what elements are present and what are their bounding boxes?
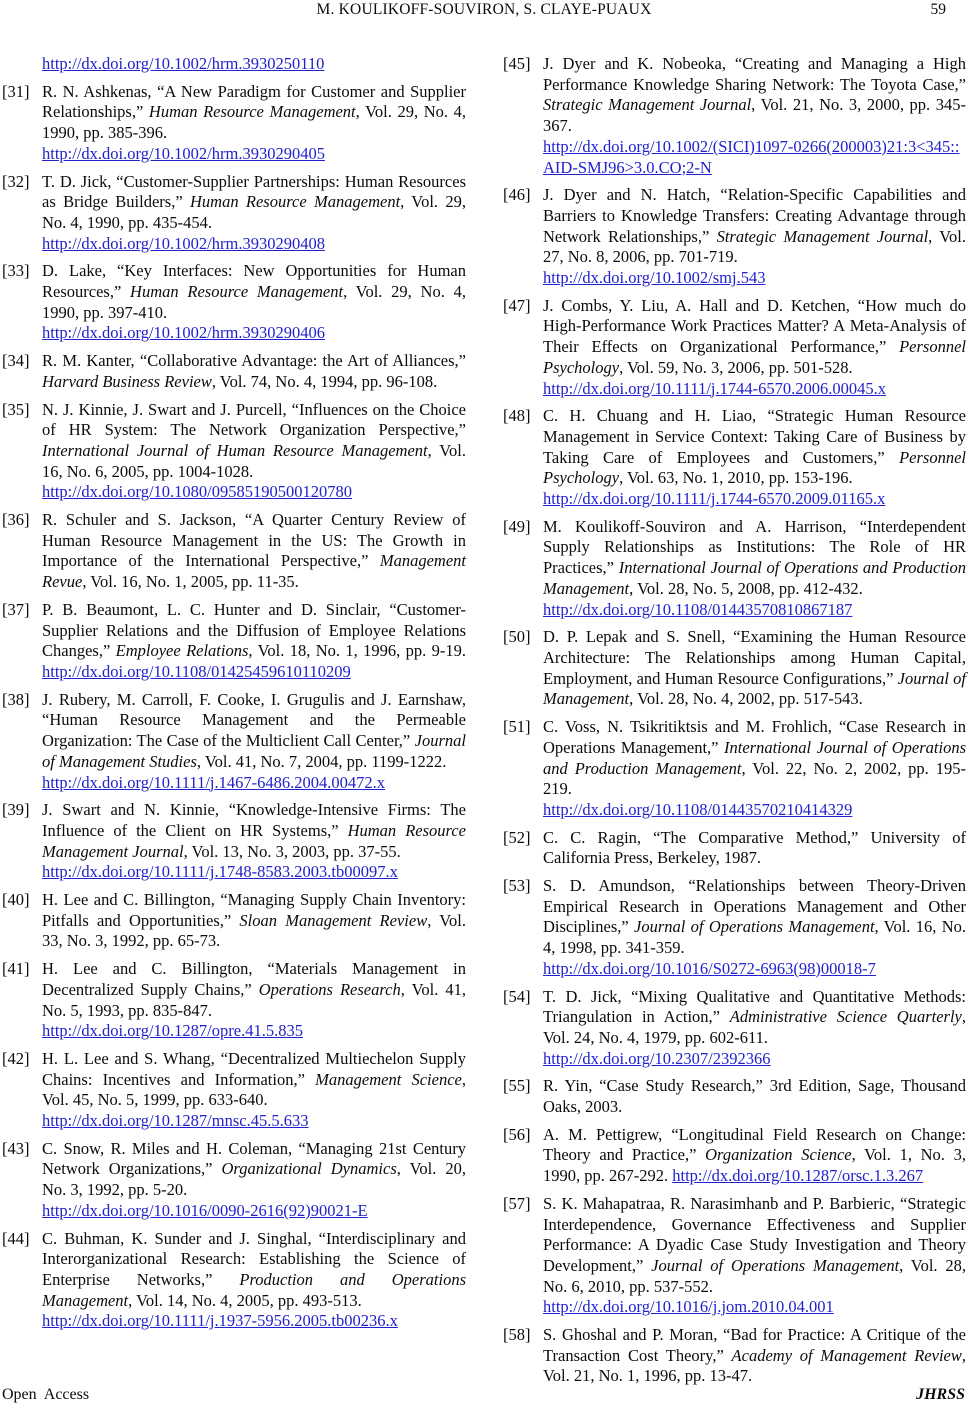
journal-name: Academy of Management Review — [731, 1345, 962, 1365]
reference-number: [57] — [503, 1193, 531, 1213]
reference-text: J. Dyer and N. Hatch, “Relation-Specific Capabilities and Barriers to Knowledge Transfers: Creating Advantage through Network Relationships,” — [543, 185, 966, 246]
reference-text: , Vol. 59, No. 3, 2006, pp. 501-528. — [619, 357, 853, 377]
journal-name: Strategic Management Journal — [716, 226, 929, 246]
open-access-label: Open Access — [2, 1386, 90, 1403]
reference-text: , Vol. 28, No. 5, 2008, pp. 412-432. — [629, 578, 863, 598]
reference-text: , Vol. 29, No. 4, 1990, pp. 385-396. — [42, 102, 466, 143]
reference-text: , Vol. 21, No. 1, 1996, pp. 13-47. — [543, 1345, 966, 1386]
reference-number: [33] — [2, 261, 30, 281]
journal-name: Journal of Management — [543, 668, 966, 709]
reference-number: [37] — [2, 599, 30, 619]
reference-text: S. D. Amundson, “Relationships between Theory-Driven Empirical Research in Operations Management and Other Disciplines,” — [543, 876, 966, 937]
reference-text: , Vol. 29, No. 4, 1990, pp. 435-454. — [42, 192, 467, 232]
reference-body — [42, 600, 466, 681]
doi-link[interactable]: http://dx.doi.org/10.1111/j.1748-8583.2003.tb00097.x — [42, 862, 398, 882]
running-head-authors: M. KOULIKOFF-SOUVIRON, S. CLAYE-PUAUX — [316, 1, 652, 18]
doi-link[interactable]: http://dx.doi.org/10.1002/hrm.3930290408 — [42, 233, 325, 253]
reference-body — [543, 1076, 966, 1116]
journal-name: Personnel Psychology — [543, 447, 966, 488]
reference-body — [543, 1125, 966, 1185]
reference-item-45 — [503, 54, 966, 178]
reference-text: , Vol. 33, No. 3, 1992, pp. 65-73. — [42, 910, 466, 951]
reference-number: [56] — [503, 1124, 531, 1144]
reference-item-32 — [2, 172, 466, 255]
doi-link[interactable]: http://dx.doi.org/10.1016/j.jom.2010.04.001 — [543, 1297, 834, 1317]
reference-item-38 — [2, 690, 466, 794]
reference-text: , Vol. 41, No. 7, 2004, pp. 1199-1222. — [196, 751, 447, 771]
reference-body — [42, 400, 466, 502]
reference-number: [36] — [2, 510, 30, 530]
reference-item-54 — [503, 987, 966, 1070]
reference-text: H. Lee and C. Billington, “Managing Supply Chain Inventory: Pitfalls and Opportunities,” — [42, 890, 466, 930]
reference-item-43 — [2, 1139, 466, 1222]
doi-link[interactable]: http://dx.doi.org/10.1111/j.1937-5956.2005.tb00236.x — [42, 1311, 398, 1331]
reference-text: S. K. Mahapatraa, R. Narasimhanb and P. Barbieric, “Strategic Interdependence, Governance Effectiveness and Supplier Performance: A Dyadic Case Study Investigation and Theory Development,” — [543, 1193, 966, 1275]
reference-number: [54] — [503, 986, 531, 1006]
reference-body — [543, 876, 966, 978]
reference-text: R. Yin, “Case Study Research,” 3rd Edition, Sage, Thousand Oaks, 2003. — [543, 1076, 966, 1117]
reference-number: [40] — [2, 890, 30, 910]
reference-text: , Vol. 45, No. 5, 1999, pp. 633-640. — [42, 1069, 466, 1110]
reference-body — [543, 828, 966, 868]
reference-text: S. Ghoshal and P. Moran, “Bad for Practice: A Critique of the Transaction Cost Theory,” — [543, 1325, 966, 1365]
reference-item-37 — [2, 600, 466, 683]
reference-text: , Vol. 16, No. 4, 1998, pp. 341-359. — [543, 917, 966, 958]
reference-text: , Vol. 1, No. 3, 1990, pp. 267-292. — [543, 1145, 966, 1186]
reference-number: [49] — [503, 516, 531, 536]
reference-number: [48] — [503, 406, 531, 426]
reference-text: , Vol. 29, No. 4, 1990, pp. 397-410. — [42, 282, 466, 322]
journal-name: Human Resource Management — [130, 282, 344, 302]
reference-text: P. B. Beaumont, L. C. Hunter and D. Sinclair, “Customer-Supplier Relations and the Diffusion of Employee Relations Changes,” — [42, 599, 466, 661]
reference-item-48 — [503, 406, 966, 510]
reference-item-55 — [503, 1076, 966, 1117]
reference-body — [42, 1049, 466, 1130]
reference-text: , Vol. 27, No. 8, 2006, pp. 701-719. — [543, 226, 967, 267]
reference-body — [42, 690, 466, 792]
reference-body — [543, 1325, 966, 1385]
reference-text: H. L. Lee and S. Whang, “Decentralized Multiechelon Supply Chains: Incentives and Information,” — [42, 1048, 466, 1089]
reference-number: [41] — [2, 959, 30, 979]
reference-number: [35] — [2, 399, 30, 419]
journal-name: Strategic Management Journal — [543, 95, 752, 115]
reference-text: C. Buhman, K. Sunder and J. Singhal, “Interdisciplinary and Interorganizational Research: Establishing the Science of Enterprise Networks,” — [42, 1228, 466, 1289]
doi-link[interactable]: http://dx.doi.org/10.1287/mnsc.45.5.633 — [42, 1111, 309, 1131]
reference-number: [55] — [503, 1076, 531, 1096]
reference-item-47 — [503, 296, 966, 400]
reference-body — [42, 959, 466, 1040]
journal-name: Operations Research — [258, 979, 401, 999]
reference-body — [42, 800, 466, 881]
reference-text: , Vol. 16, No. 6, 2005, pp. 1004-1028. — [42, 440, 466, 481]
reference-item-33 — [2, 261, 466, 344]
doi-link[interactable]: http://dx.doi.org/10.1111/j.1744-6570.2009.01165.x — [543, 489, 886, 509]
doi-link[interactable]: http://dx.doi.org/10.1002/hrm.3930290405 — [42, 143, 325, 163]
reference-text: A. M. Pettigrew, “Longitudinal Field Research on Change: Theory and Practice,” — [543, 1124, 966, 1165]
reference-text: , Vol. 41, No. 5, 1993, pp. 835-847. — [42, 979, 467, 1020]
reference-text: , Vol. 22, No. 2, 2002, pp. 195-219. — [543, 758, 966, 799]
reference-item-35 — [2, 400, 466, 504]
page-number: 59 — [930, 1, 946, 18]
doi-link[interactable]: http://dx.doi.org/10.1016/S0272-6963(98)00018-7 — [543, 958, 876, 978]
reference-item-31 — [2, 82, 466, 165]
reference-text: J. Rubery, M. Carroll, F. Cooke, I. Grugulis and J. Earnshaw, “Human Resource Management and the Permeable Organization: The Case of the Multiclient Call Center,” — [42, 689, 466, 751]
journal-name: Sloan Management Review — [239, 910, 428, 930]
reference-body — [42, 1139, 466, 1220]
journal-name: Journal of Management Studies — [42, 731, 466, 771]
reference-body — [543, 296, 966, 398]
reference-body — [543, 517, 966, 619]
journal-name: Employee Relations — [115, 641, 249, 661]
reference-text: , Vol. 63, No. 1, 2010, pp. 153-196. — [619, 468, 853, 488]
reference-text: , Vol. 18, No. 1, 1996, pp. 9-19. — [248, 641, 466, 661]
reference-number: [32] — [2, 171, 30, 191]
reference-body — [543, 717, 966, 819]
journal-name: Administrative Science Quarterly — [729, 1007, 962, 1027]
reference-item-50 — [503, 627, 966, 710]
reference-text: D. Lake, “Key Interfaces: New Opportunities for Human Resources,” — [42, 261, 466, 302]
reference-number: [34] — [2, 351, 30, 371]
journal-name: Management Science — [315, 1069, 462, 1089]
reference-body — [543, 185, 966, 287]
reference-text: , Vol. 14, No. 4, 2005, pp. 493-513. — [128, 1290, 362, 1310]
doi-link[interactable]: http://dx.doi.org/10.1111/j.1467-6486.2004.00472.x — [42, 772, 385, 792]
reference-body — [42, 54, 324, 73]
reference-text: C. Voss, N. Tsikritiktsis and M. Frohlich, “Case Research in Operations Management,” — [543, 717, 966, 757]
reference-number: [52] — [503, 827, 531, 847]
reference-item-40 — [2, 890, 466, 952]
reference-item-36 — [2, 510, 466, 593]
references-column-left — [2, 54, 466, 1339]
reference-text: , Vol. 74, No. 4, 1994, pp. 96-108. — [211, 371, 438, 391]
reference-text: H. Lee and C. Billington, “Materials Management in Decentralized Supply Chains,” — [42, 959, 466, 999]
reference-body — [543, 1194, 966, 1317]
doi-link[interactable]: http://dx.doi.org/10.1016/0090-2616(92)90021-E — [42, 1200, 368, 1220]
reference-body — [543, 987, 966, 1068]
reference-text: T. D. Jick, “Customer-Supplier Partnerships: Human Resources as Bridge Builders,” — [42, 171, 466, 212]
reference-text: R. M. Kanter, “Collaborative Advantage: the Art of Alliances,” — [42, 351, 466, 371]
running-header — [0, 0, 968, 22]
reference-text: R. N. Ashkenas, “A New Paradigm for Customer and Supplier Relationships,” — [42, 81, 466, 122]
reference-text: J. Swart and N. Kinnie, “Knowledge-Intensive Firms: The Influence of the Client on HR Systems,” — [42, 800, 466, 840]
reference-number: [50] — [503, 627, 531, 647]
doi-link[interactable]: http://dx.doi.org/10.1108/01425459610110209 — [42, 661, 351, 681]
doi-link[interactable]: http://dx.doi.org/10.1287/orsc.1.3.267 — [672, 1166, 924, 1186]
journal-name: International Journal of Human Resource Management — [42, 440, 428, 460]
reference-number: [46] — [503, 185, 531, 205]
reference-number: [51] — [503, 717, 531, 737]
journal-name: International Journal of Operations and Production Management — [543, 558, 966, 598]
journal-name: Organizational Dynamics — [221, 1159, 397, 1179]
reference-body — [42, 1229, 466, 1331]
reference-body — [543, 627, 966, 708]
reference-text: , Vol. 20, No. 3, 1992, pp. 5-20. — [42, 1159, 466, 1200]
reference-item-56 — [503, 1125, 966, 1187]
reference-number: [38] — [2, 689, 30, 709]
doi-link[interactable]: http://dx.doi.org/10.1080/09585190500120780 — [42, 482, 352, 502]
reference-text: , Vol. 28, No. 4, 2002, pp. 517-543. — [629, 689, 863, 709]
reference-body — [42, 172, 466, 253]
reference-text: C. H. Chuang and H. Liao, “Strategic Human Resource Management in Service Context: Taking Care of Business by Taking Care of Employees and Customers,” — [543, 406, 966, 467]
journal-abbreviation: JHRSS — [916, 1386, 965, 1403]
reference-body — [42, 510, 466, 591]
reference-text: R. Schuler and S. Jackson, “A Quarter Century Review of Human Resource Management in the US: The Growth in Importance of the International Perspective,” — [42, 510, 466, 571]
reference-body — [42, 261, 466, 342]
reference-text: J. Dyer and K. Nobeoka, “Creating and Managing a High Performance Knowledge Sharing Network: The Toyota Case,” — [543, 54, 966, 94]
reference-body — [42, 82, 466, 163]
journal-name: Personnel Psychology — [543, 337, 966, 377]
reference-number: [53] — [503, 876, 531, 896]
reference-number: [44] — [2, 1228, 30, 1248]
reference-text: , Vol. 24, No. 4, 1979, pp. 602-611. — [543, 1007, 966, 1047]
reference-item-41 — [2, 959, 466, 1042]
journal-name: Harvard Business Review — [42, 371, 212, 391]
journal-name: International Journal of Operations and Production Management — [543, 737, 966, 778]
reference-item-46 — [503, 185, 966, 289]
reference-item-52 — [503, 828, 966, 869]
journal-name: Human Resource Management — [148, 102, 356, 122]
reference-item-42 — [2, 1049, 466, 1132]
reference-body — [543, 406, 966, 508]
reference-text: M. Koulikoff-Souviron and A. Harrison, “Interdependent Supply Relationships as Institutions: The Role of HR Practices,” — [543, 516, 966, 578]
journal-name: Human Resource Management — [190, 192, 401, 212]
journal-name: Management Revue — [42, 551, 466, 592]
reference-number: [58] — [503, 1325, 531, 1345]
reference-text: , Vol. 16, No. 1, 2005, pp. 11-35. — [82, 572, 299, 592]
reference-number: [45] — [503, 54, 531, 73]
doi-link[interactable]: http://dx.doi.org/10.1287/opre.41.5.835 — [42, 1021, 303, 1041]
reference-item-44 — [2, 1229, 466, 1333]
reference-body — [42, 890, 466, 950]
reference-item-49 — [503, 517, 966, 621]
reference-item-58 — [503, 1325, 966, 1387]
reference-number: [39] — [2, 800, 30, 820]
reference-text: C. C. Ragin, “The Comparative Method,” University of California Press, Berkeley, 1987. — [543, 827, 966, 868]
reference-text: C. Snow, R. Miles and H. Coleman, “Managing 21st Century Network Organizations,” — [42, 1138, 466, 1179]
doi-link[interactable]: http://dx.doi.org/10.1002/hrm.3930250110 — [42, 54, 325, 73]
doi-link[interactable]: http://dx.doi.org/10.2307/2392366 — [543, 1048, 771, 1068]
reference-text: N. J. Kinnie, J. Swart and J. Purcell, “Influences on the Choice of HR System: The Network Organization Perspective,” — [42, 399, 466, 440]
reference-text: , Vol. 21, No. 3, 2000, pp. 345-367. — [543, 95, 966, 136]
journal-name: Organization Science — [705, 1145, 852, 1165]
doi-link[interactable]: http://dx.doi.org/10.1111/j.1744-6570.2006.00045.x — [543, 378, 886, 398]
reference-item-57 — [503, 1194, 966, 1318]
reference-item-39 — [2, 800, 466, 883]
journal-name: Journal of Operations Management — [634, 917, 875, 937]
reference-body — [42, 351, 466, 391]
journal-name: Journal of Operations Management — [651, 1255, 900, 1275]
doi-link[interactable]: http://dx.doi.org/10.1108/01443570210414329 — [543, 799, 853, 819]
reference-text: D. P. Lepak and S. Snell, “Examining the Human Resource Architecture: The Relationships among Human Capital, Employment, and Human Resource Configurations,” — [543, 627, 966, 688]
doi-link[interactable]: http://dx.doi.org/10.1108/01443570810867187 — [543, 599, 853, 619]
doi-link[interactable]: http://dx.doi.org/10.1002/smj.543 — [543, 268, 766, 288]
reference-item-51 — [503, 717, 966, 821]
page-footer — [0, 1386, 968, 1410]
reference-text: T. D. Jick, “Mixing Qualitative and Quantitative Methods: Triangulation in Action,” — [543, 986, 966, 1027]
doi-link[interactable]: http://dx.doi.org/10.1002/(SICI)1097-0266(200003)21:3<345::AID-SMJ96>3.0.CO;2-N — [543, 136, 960, 177]
reference-number: [31] — [2, 81, 30, 101]
reference-text: , Vol. 13, No. 3, 2003, pp. 37-55. — [183, 841, 401, 861]
reference-item-34 — [2, 351, 466, 392]
journal-name: Production and Operations Management — [42, 1269, 466, 1310]
reference-item-53 — [503, 876, 966, 980]
references-column-right — [503, 54, 966, 1394]
reference-number: [43] — [2, 1138, 30, 1158]
reference-text: , Vol. 28, No. 6, 2010, pp. 537-552. — [543, 1255, 966, 1296]
reference-body — [543, 54, 966, 177]
reference-number: [47] — [503, 295, 531, 315]
doi-link[interactable]: http://dx.doi.org/10.1002/hrm.3930290406 — [42, 323, 325, 343]
reference-text: J. Combs, Y. Liu, A. Hall and D. Ketchen, “How much do High-Performance Work Practices Matter? A Meta-Analysis of Their Effects on Organizational Performance,” — [543, 295, 966, 357]
journal-name: Human Resource Management Journal — [42, 820, 466, 861]
reference-continuation — [2, 54, 466, 75]
reference-number: [42] — [2, 1048, 30, 1068]
